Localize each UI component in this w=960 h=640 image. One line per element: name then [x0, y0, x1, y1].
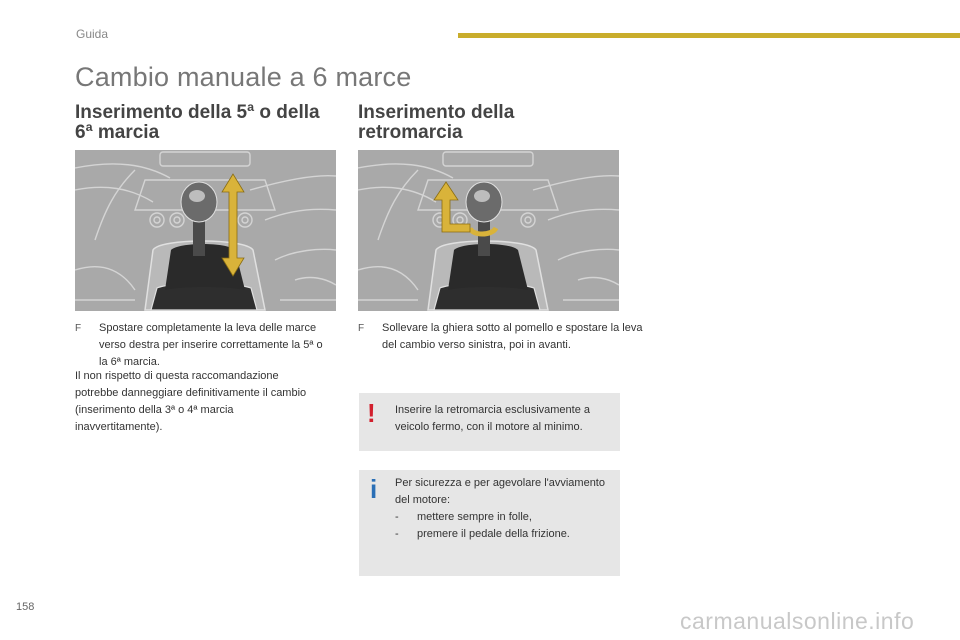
bullet-icon: F — [358, 323, 365, 334]
gear-shift-right-illustration — [75, 150, 336, 311]
watermark: carmanualsonline.info — [680, 608, 915, 634]
warning-text: Inserire la retromarcia esclusivamente a veicolo fermo, con il motore al minimo. — [395, 404, 591, 433]
right-instruction — [358, 320, 644, 354]
info-text: Per sicurezza e per agevolare l'avviamento del motore: — [395, 477, 605, 506]
gear-shift-reverse-illustration — [358, 150, 619, 311]
left-note: Il non rispetto di questa raccomandazione potrebbe danneggiare definitivamente il cambio (inserimento della 3ª o 4ª marcia inavvertitamente). — [75, 370, 307, 433]
info-item-text: mettere sempre in folle, — [417, 511, 532, 523]
warning-box — [359, 393, 620, 451]
left-instruction — [75, 320, 334, 371]
bullet-icon: F — [75, 323, 82, 334]
page-title: Cambio manuale a 6 marce — [75, 62, 412, 92]
section-label: Guida — [76, 27, 109, 41]
info-list-item — [395, 509, 617, 526]
right-heading-line1: Inserimento della — [358, 102, 515, 123]
header-accent-bar — [458, 33, 960, 38]
left-heading-line1: Inserimento della 5ª o della — [75, 102, 320, 123]
page-number: 158 — [16, 601, 35, 613]
gear-shift-right-svg — [75, 150, 336, 311]
info-item-text: premere il pedale della frizione. — [417, 528, 570, 540]
left-heading-line2: 6ª marcia — [75, 122, 160, 143]
left-heading — [75, 103, 345, 143]
warning-icon: ! — [367, 398, 376, 428]
right-heading-line2: retromarcia — [358, 122, 463, 143]
dash-marker: - — [395, 511, 399, 523]
right-instruction-text: Sollevare la ghiera sotto al pomello e spostare la leva del cambio verso sinistra, poi in avanti. — [382, 322, 643, 351]
info-content — [395, 475, 617, 543]
info-icon: i — [370, 474, 378, 504]
dash-marker: - — [395, 528, 399, 540]
right-heading — [358, 103, 628, 143]
gear-shift-reverse-svg — [358, 150, 619, 311]
left-instruction-text: Spostare completamente la leva delle marce verso destra per inserire correttamente la 5ª o la 6ª marcia. — [99, 322, 323, 368]
info-box — [359, 470, 620, 576]
info-list-item — [395, 526, 617, 543]
